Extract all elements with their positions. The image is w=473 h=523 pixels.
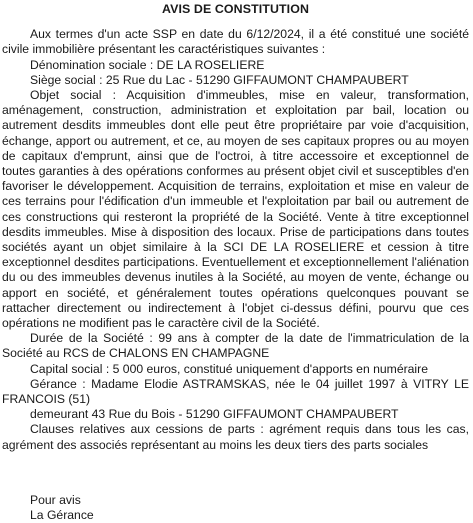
duree-paragraph: Durée de la Société : 99 ans à compter de la date de l'immatriculation de la Société au RCS de CHALONS EN CHAMPAGNE [2,331,469,361]
spacer [2,453,469,493]
denomination-line: Dénomination sociale : DE LA ROSELIERE [30,57,265,72]
signoff-line: Pour avis [30,492,81,507]
siege-line: Siège social : 25 Rue du Lac - 51290 GIFFAUMONT CHAMPAUBERT [30,72,409,87]
signature-line: La Gérance [30,508,94,523]
objet-paragraph: Objet social : Acquisition d'immeubles, mise en valeur, transformation, aménagement, construction, administration et exploitation par bail, location ou autrement desdits immeubles dont elle peut être propriétaire par voie d'acquisition, échange, apport ou autrement, et ce, au moyen de ses capitaux propres ou au moyen de capitaux d'emprunt, ainsi que de l'octroi, à titre accessoire et exceptionnel de toutes garanties à des opérations conformes au présent objet civil et susceptibles d'en favoriser le développement. Acquisition de terrains, exploitation et mise en valeur de ces terrains pour l'édification d'un immeuble et l'exploitation par bail ou autrement de ces constructions qui resteront la propriété de la Société. Vente à titre exceptionnel desdits immeubles. Mise à disposition des locaux. Prise de participations dans toutes sociétés ayant un objet similaire à la SCI DE LA ROSELIERE et cession à titre exceptionnel desdites participations. Eventuellement et exceptionnellement l'aliénation du ou des immeubles devenus inutiles à la Société, au moyen de vente, échange ou apport en société, et généralement toutes opérations quelconques pouvant se rattacher directement ou indirectement à l'objet ci-dessus défini, pourvu que ces opérations ne modifient pas le caractère civil de la Société. [2,88,469,331]
intro-paragraph: Aux termes d'un acte SSP en date du 6/12/2024, il a été constitué une société civile immobilière présentant les caractéristiques suivantes : [2,27,469,57]
demeurant-line: demeurant 43 Rue du Bois - 51290 GIFFAUMONT CHAMPAUBERT [30,407,399,422]
gerance-paragraph: Gérance : Madame Elodie ASTRAMSKAS, née le 04 juillet 1997 à VITRY LE FRANCOIS (51) [2,376,469,407]
capital-line: Capital social : 5 000 euros, constitué uniquement d'apports en numéraire [30,361,428,376]
notice-title: AVIS DE CONSTITUTION [161,2,310,16]
clauses-paragraph: Clauses relatives aux cessions de parts : agrément requis dans tous les cas, agrément des associés représentant au moins les deux tiers des parts sociales [2,422,469,452]
